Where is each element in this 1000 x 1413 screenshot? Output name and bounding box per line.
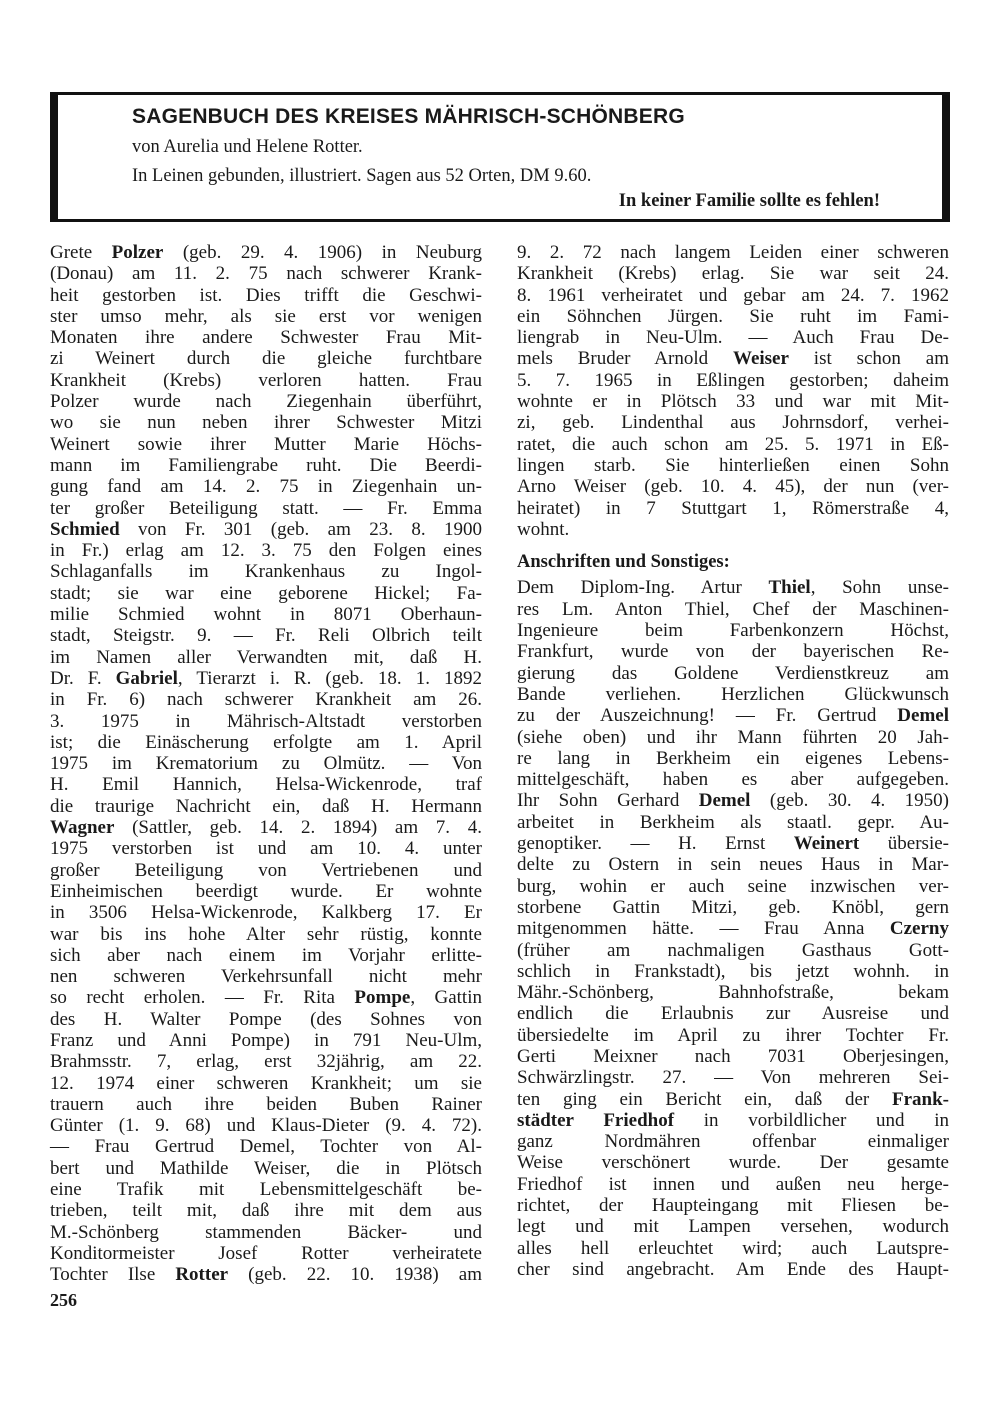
text-segment: (geb. 30. 4. 1950) [750,790,949,812]
text-segment: trauern auch ihre beiden Buben Rainer [50,1093,482,1115]
text-segment: Dr. F. [50,667,116,689]
text-line [517,577,949,598]
text-line [50,327,482,348]
text-line [517,412,949,433]
text-line [517,961,949,982]
text-segment: endlich die Erlaubnis zur Ausreise und [517,1003,949,1025]
text-segment: Weise verschönert wurde. Der gesamte [517,1152,949,1174]
text-segment: res Lm. Anton Thiel, Chef der Maschinen- [517,598,949,620]
text-line [50,434,482,455]
text-segment: übersie- [859,833,949,855]
text-segment: ten ging ein Bericht ein, daß der [517,1088,892,1110]
text-line [517,519,949,540]
bold-name: Demel [897,705,949,727]
text-segment: wo sie nun neben ihrer Schwester Mitzi [50,412,482,434]
bold-name: Czerny [889,918,949,940]
text-segment: 1975 verstorben ist und am 10. 4. unter [50,838,482,860]
text-line [50,519,482,540]
text-segment: gung fand am 14. 2. 75 in Ziegenhain un- [50,476,482,498]
ad-authors: von Aurelia und Helene Rotter. [132,137,363,157]
text-line [50,476,482,497]
text-line [517,876,949,897]
text-segment: im Namen aller Verwandten mit, daß H. [50,646,482,668]
text-segment: war bis ins hohe Alter sehr rüstig, konnte [50,923,482,945]
text-line [50,540,482,561]
text-segment: Schlaganfalls im Krankenhaus zu Ingol- [50,561,482,583]
text-segment: (Donau) am 11. 2. 75 nach schwerer Krank- [50,263,482,285]
text-line [50,987,482,1008]
text-segment: wohnt. [517,518,570,540]
text-segment: mels Bruder Arnold [517,348,733,370]
bold-name: Demel [698,790,751,812]
text-segment: die traurige Nachricht ein, daß H. Hermann [50,795,482,817]
text-line [517,897,949,918]
text-segment: (geb. 29. 4. 1906) in Neuburg [163,242,482,263]
text-segment: Grete [50,242,112,263]
text-segment: Ingenieure beim Farbenkonzern Höchst, [517,620,949,642]
text-line [50,1051,482,1072]
text-segment: Monaten ihre andere Schwester Frau Mit- [50,327,482,349]
text-line [50,306,482,327]
right-column-top [517,242,949,540]
text-line [50,498,482,519]
text-segment: legt und mit Lampen versehen, wodurch [517,1216,949,1238]
text-segment: schlich in Frankstadt), bis jetzt wohnh. in [517,960,949,982]
text-segment: 1975 im Krematorium zu Olmütz. — Von [50,753,482,775]
bold-name: Polzer [111,242,164,263]
text-segment: ster umso mehr, als sie erst vor wenigen [50,305,482,327]
text-line [50,881,482,902]
bold-name: Rotter [175,1264,229,1286]
bold-name: Gabriel [115,667,178,689]
text-segment: ist schon am [788,348,949,370]
text-segment: stadt, Steigstr. 9. — Fr. Reli Olbrich teilt [50,625,482,647]
text-line [50,668,482,689]
text-segment: 12. 1974 einer schweren Krankheit; um sie [50,1072,482,1094]
text-segment: (geb. 22. 10. 1938) am [228,1264,482,1286]
text-segment: (siehe oben) und ihr Mann führten 20 Jah- [517,726,949,748]
text-line [517,1067,949,1088]
text-segment: , Gattin [410,987,482,1009]
text-line [50,1158,482,1179]
text-segment: ein Söhnchen Jürgen. Sie ruht im Fami- [517,305,949,327]
text-line [517,790,949,811]
text-line [50,1030,482,1051]
text-line [50,285,482,306]
text-segment: Konditormeister Josef Rotter verheiratete [50,1242,482,1264]
text-line [50,1222,482,1243]
text-segment: liengrab in Neu-Ulm. — Auch Frau De- [517,327,949,349]
text-line [50,625,482,646]
text-line [50,796,482,817]
text-line [517,1089,949,1110]
text-line [517,705,949,726]
text-line [517,1259,949,1280]
text-line [50,561,482,582]
bold-name: Pompe [354,987,411,1009]
text-segment: milie Schmied wohnt in 8071 Oberhaun- [50,604,482,626]
bold-name: Weinert [793,833,860,855]
text-line [517,854,949,875]
text-line [517,242,949,263]
text-line [50,455,482,476]
text-segment: Gerti Meixner nach 7031 Oberjesingen, [517,1045,949,1067]
text-segment: trieben, teilt mit, daß ihre mit dem aus [50,1200,482,1222]
text-line [517,1131,949,1152]
text-line [517,1025,949,1046]
text-line [517,684,949,705]
text-line [50,924,482,945]
text-segment: (früher am nachmaligen Gasthaus Gott- [517,939,949,961]
text-segment: Tochter Ilse [50,1264,176,1286]
text-segment: sich aber nach einem im Vorjahr erlitte- [50,944,482,966]
text-segment: richtet, der Haupteingang mit Fliesen be- [517,1195,949,1217]
text-segment: heiratet) in 7 Stuttgart 1, Römerstraße 4, [517,497,949,519]
text-line [50,1073,482,1094]
bold-name: Weiser [733,348,789,370]
text-segment: in Fr.) erlag am 12. 3. 75 den Folgen eines [50,540,482,562]
text-line [517,727,949,748]
text-line [517,348,949,369]
text-segment: stadt; sie war eine geborene Hickel; Fa- [50,582,482,604]
ad-slogan: In keiner Familie sollte es fehlen! [618,191,880,211]
page-number: 256 [50,1290,77,1310]
text-segment: so recht erholen. — Fr. Rita [50,987,355,1009]
text-segment: zu der Auszeichnung! — Fr. Gertrud [517,705,898,727]
text-line [517,599,949,620]
text-segment: — Frau Gertrud Demel, Tochter von Al- [50,1136,482,1158]
text-line [50,583,482,604]
text-segment: storbene Gattin Mitzi, geb. Knöbl, gern [517,896,949,918]
text-line [517,1174,949,1195]
text-line [517,663,949,684]
text-segment: Frankfurt, wurde von der bayerischen Re- [517,641,949,663]
text-line [50,604,482,625]
text-line [517,620,949,641]
text-segment: Krankheit (Krebs) erlag. Sie war seit 24. [517,263,949,285]
text-segment: eine Trafik mit Lebensmittelgeschäft be- [50,1179,482,1201]
text-line [517,982,949,1003]
text-line [517,769,949,790]
text-line [517,434,949,455]
text-segment: übersiedelte im April zu ihrer Tochter Fr. [517,1024,949,1046]
text-segment: delte zu Ostern in sein neues Haus in Mar- [517,854,949,876]
text-line [50,1136,482,1157]
text-segment: gierung das Goldene Verdienstkreuz am [517,662,949,684]
text-segment: ganz Nordmähren offenbar einmaliger [517,1131,949,1153]
text-line [50,391,482,412]
text-segment: lingen starb. Sie hinterließen einen Sohn [517,454,949,476]
text-segment: 3. 1975 in Mährisch-Altstadt verstorben [50,710,482,732]
text-segment: ter großer Beteiligung statt. — Fr. Emma [50,497,482,519]
text-segment: von Fr. 301 (geb. am 23. 8. 1900 [119,518,482,540]
text-segment: Ihr Sohn Gerhard [517,790,699,812]
text-segment: Weinert sowie ihrer Mutter Marie Höchs- [50,433,482,455]
text-segment: Mähr.-Schönberg, Bahnhofstraße, bekam [517,982,949,1004]
text-segment: Bande verliehen. Herzlichen Glückwunsch [517,683,949,705]
text-segment: heit gestorben ist. Dies trifft die Geschwi- [50,284,482,306]
text-line [50,902,482,923]
text-line [517,498,949,519]
text-segment: Polzer wurde nach Ziegenhain überführt, [50,391,482,413]
right-column [517,242,949,1280]
text-line [50,1179,482,1200]
text-line [50,242,482,263]
bold-name: städter Friedhof [517,1109,675,1131]
text-line [50,945,482,966]
text-segment: großer Beteiligung von Vertriebenen und [50,859,482,881]
text-line [517,833,949,854]
text-line [50,966,482,987]
text-line [50,711,482,732]
text-line [50,1094,482,1115]
text-segment: Günter (1. 9. 68) und Klaus-Dieter (9. 4. 72). [50,1115,482,1137]
bold-name: Frank- [892,1088,949,1110]
text-line [50,753,482,774]
text-segment: in vorbildlicher und in [674,1109,949,1131]
text-segment: arbeitet in Berkheim als staatl. gepr. Au- [517,811,949,833]
text-segment: M.-Schönberg stammenden Bäcker- und [50,1221,482,1243]
text-segment: mittelgeschäft, haben es aber aufgegeben. [517,769,949,791]
book-advertisement [50,92,950,222]
text-segment: Arno Weiser (geb. 10. 4. 45), der nun (ver- [517,476,949,498]
text-segment: Friedhof ist innen und außen neu herge- [517,1173,949,1195]
text-line [517,263,949,284]
text-line [517,1110,949,1131]
text-line [517,940,949,961]
text-line [517,391,949,412]
text-line [517,918,949,939]
text-segment: in 3506 Helsa-Wickenrode, Kalkberg 17. Er [50,902,482,924]
ad-details: In Leinen gebunden, illustriert. Sagen aus 52 Orten, DM 9.60. [132,166,592,186]
text-line [50,647,482,668]
text-line [517,1046,949,1067]
text-line [50,817,482,838]
text-line [50,1200,482,1221]
text-line [50,1243,482,1264]
text-segment: Schwärzlingstr. 27. — Von mehreren Sei- [517,1067,949,1089]
text-line [517,285,949,306]
text-segment: Franz und Anni Pompe) in 791 Neu-Ulm, [50,1029,482,1051]
text-segment: wohnte er in Plötsch 33 und war mit Mit- [517,391,949,413]
text-segment: , Sohn unse- [810,577,949,599]
text-segment: Krankheit (Krebs) verloren hatten. Frau [50,369,482,391]
text-line [50,1264,482,1285]
ad-title: SAGENBUCH DES KREISES MÄHRISCH-SCHÖNBERG [132,105,685,128]
text-line [50,263,482,284]
text-segment: 8. 1961 verheiratet und gebar am 24. 7. 1962 [517,284,949,306]
section-heading: Anschriften und Sonstiges: [517,552,730,573]
text-segment: mann im Familiengrabe ruht. Die Beerdi- [50,454,482,476]
text-line [50,412,482,433]
text-line [517,1216,949,1237]
text-segment: zi Weinert durch die gleiche furchtbare [50,348,482,370]
text-line [517,1195,949,1216]
text-segment: Brahmsstr. 7, erlag, erst 32jährig, am 22. [50,1051,482,1073]
text-segment: Dem Diplom-Ing. Artur [517,577,769,599]
text-segment: cher sind angebracht. Am Ende des Haupt- [517,1258,949,1280]
text-line [517,370,949,391]
text-line [517,1003,949,1024]
text-line [517,455,949,476]
text-segment: nen schweren Verkehrsunfall nicht mehr [50,966,482,988]
text-line [50,348,482,369]
text-line [50,860,482,881]
text-segment: Einheimischen beerdigt wurde. Er wohnte [50,880,482,902]
text-line [50,774,482,795]
text-line [517,306,949,327]
bold-name: Schmied [50,518,120,540]
text-segment: alles hell erleuchtet wird; auch Lautspre- [517,1237,949,1259]
text-line [50,689,482,710]
text-line [50,1009,482,1030]
text-segment: H. Emil Hannich, Helsa-Wickenrode, traf [50,774,482,796]
text-segment: bert und Mathilde Weiser, die in Plötsch [50,1157,482,1179]
text-segment: re lang in Berkheim ein eigenes Lebens- [517,747,949,769]
text-line [517,812,949,833]
text-segment: zi, geb. Lindenthal aus Johrnsdorf, verhei- [517,412,949,434]
text-line [517,1238,949,1259]
text-segment: burg, wohin er auch seine inzwischen ver- [517,875,949,897]
text-segment: , Tierarzt i. R. (geb. 18. 1. 1892 [177,667,482,689]
text-segment: in Fr. 6) nach schwerer Krankheit am 26. [50,689,482,711]
text-line [517,748,949,769]
text-segment: ist; die Einäscherung erfolgte am 1. April [50,731,482,753]
text-line [50,370,482,391]
text-segment: des H. Walter Pompe (des Sohnes von [50,1008,482,1030]
text-segment: (Sattler, geb. 14. 2. 1894) am 7. 4. [114,817,482,839]
text-line [517,327,949,348]
text-segment: genoptiker. — H. Ernst [517,833,794,855]
text-line [50,838,482,859]
text-line [517,1152,949,1173]
bold-name: Thiel [768,577,811,599]
right-column-bottom [517,577,949,1280]
text-segment: 9. 2. 72 nach langem Leiden einer schweren [517,242,949,263]
text-segment: ratet, die auch schon am 25. 5. 1971 in Eß- [517,433,949,455]
text-line [50,732,482,753]
text-segment: 5. 7. 1965 in Eßlingen gestorben; daheim [517,369,949,391]
left-column [50,242,482,1286]
text-line [517,476,949,497]
text-line [517,641,949,662]
bold-name: Wagner [50,817,115,839]
text-line [50,1115,482,1136]
text-segment: mitgenommen hätte. — Frau Anna [517,918,890,940]
